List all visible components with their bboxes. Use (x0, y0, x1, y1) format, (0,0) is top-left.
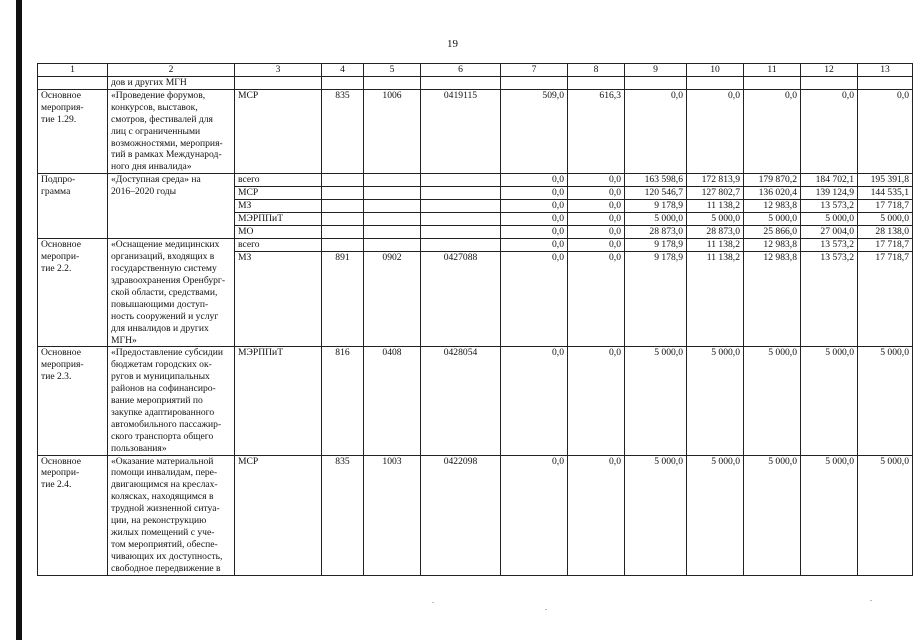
value-cell: 0,0 (501, 239, 568, 252)
value-cell: 0,0 (501, 347, 568, 455)
section-code: 0408 (364, 347, 421, 455)
value-cell: 0,0 (501, 252, 568, 347)
value-cell: 13 573,2 (801, 239, 858, 252)
value-cell: 5 000,0 (687, 213, 744, 226)
value-cell: 5 000,0 (744, 347, 801, 455)
value-cell: 5 000,0 (625, 213, 687, 226)
value-cell: 5 000,0 (801, 347, 858, 455)
value-cell: 5 000,0 (744, 213, 801, 226)
value-cell: 0,0 (858, 89, 913, 173)
value-cell: 13 573,2 (801, 200, 858, 213)
value-cell: 9 178,9 (625, 252, 687, 347)
value-cell: 5 000,0 (687, 347, 744, 455)
value-cell: 127 802,7 (687, 187, 744, 200)
event-code: Основное мероприя- тие 1.29. (38, 89, 108, 173)
col-header: 7 (501, 64, 568, 77)
value-cell: 0,0 (568, 226, 625, 239)
value-cell: 5 000,0 (858, 347, 913, 455)
target-code: 0422098 (421, 455, 501, 575)
value-cell: 12 983,8 (744, 239, 801, 252)
value-cell: 5 000,0 (858, 213, 913, 226)
scan-speck (545, 609, 547, 610)
value-cell: 28 873,0 (687, 226, 744, 239)
table-row (38, 89, 913, 173)
event-description: «Предоставление субсидии бюджетам городских ок- ругов и муниципальных районов на софинансиро- вание мероприятий по закупке адаптированного автомобильного пассажир- ского транспорта общего пользования» (108, 347, 235, 455)
col-header: 2 (108, 64, 235, 77)
value-cell: 9 178,9 (625, 239, 687, 252)
target-code: 0427088 (421, 252, 501, 347)
funding-source: всего (235, 174, 322, 187)
value-cell: 144 535,1 (858, 187, 913, 200)
value-cell: 0,0 (568, 187, 625, 200)
value-cell: 0,0 (501, 226, 568, 239)
value-cell: 17 718,7 (858, 252, 913, 347)
subprogram-label: Подпро- грамма (38, 174, 108, 239)
value-cell: 179 870,2 (744, 174, 801, 187)
value-cell: 27 004,0 (801, 226, 858, 239)
value-cell: 25 866,0 (744, 226, 801, 239)
col-header: 8 (568, 64, 625, 77)
event-description: «Оснащение медицинских организаций, входящих в государственную систему здравоохранения Оренбург- ской области, средствами, повышающими доступ- ность сооружений и услуг для инвалидов и других МГН» (108, 239, 235, 347)
budget-table (37, 63, 913, 576)
value-cell: 5 000,0 (625, 347, 687, 455)
col-header: 10 (687, 64, 744, 77)
value-cell: 0,0 (625, 89, 687, 173)
funding-source: МО (235, 226, 322, 239)
target-code: 0419115 (421, 89, 501, 173)
continuation-text: дов и других МГН (108, 77, 235, 90)
col-header: 4 (322, 64, 364, 77)
col-header: 12 (801, 64, 858, 77)
value-cell: 5 000,0 (625, 455, 687, 575)
value-cell: 11 138,2 (687, 200, 744, 213)
value-cell: 0,0 (568, 239, 625, 252)
section-code: 0902 (364, 252, 421, 347)
col-header: 6 (421, 64, 501, 77)
executor: МСР (235, 89, 322, 173)
col-header: 9 (625, 64, 687, 77)
scan-speck (432, 602, 434, 603)
value-cell: 9 178,9 (625, 200, 687, 213)
value-cell: 0,0 (501, 187, 568, 200)
value-cell: 0,0 (687, 89, 744, 173)
value-cell: 0,0 (501, 455, 568, 575)
funding-source: МЭРППиТ (235, 213, 322, 226)
value-cell: 12 983,8 (744, 252, 801, 347)
ministry-code: 835 (322, 455, 364, 575)
value-cell: 5 000,0 (801, 455, 858, 575)
value-cell: 0,0 (568, 200, 625, 213)
value-cell: 5 000,0 (687, 455, 744, 575)
value-cell: 136 020,4 (744, 187, 801, 200)
continuation-row (38, 77, 913, 90)
value-cell: 0,0 (568, 174, 625, 187)
value-cell: 0,0 (501, 200, 568, 213)
event-code: Основное мероприя- тие 2.3. (38, 347, 108, 455)
funding-source: всего (235, 239, 322, 252)
target-code: 0428054 (421, 347, 501, 455)
binding-edge (16, 0, 22, 640)
scan-speck (870, 600, 872, 601)
value-cell: 5 000,0 (801, 213, 858, 226)
ministry-code: 816 (322, 347, 364, 455)
value-cell: 5 000,0 (744, 455, 801, 575)
value-cell: 5 000,0 (858, 455, 913, 575)
value-cell: 163 598,6 (625, 174, 687, 187)
subprogram-title: «Доступная среда» на 2016–2020 годы (108, 174, 235, 239)
event-code: Основное меропри- тие 2.2. (38, 239, 108, 347)
value-cell: 0,0 (744, 89, 801, 173)
value-cell: 120 546,7 (625, 187, 687, 200)
executor: МЭРППиТ (235, 347, 322, 455)
event-code: Основное меропри- тие 2.4. (38, 455, 108, 575)
funding-source: МЗ (235, 200, 322, 213)
value-cell: 17 718,7 (858, 200, 913, 213)
table-row (38, 174, 913, 187)
section-code: 1003 (364, 455, 421, 575)
value-cell: 195 391,8 (858, 174, 913, 187)
value-cell: 17 718,7 (858, 239, 913, 252)
value-cell: 509,0 (501, 89, 568, 173)
value-cell: 13 573,2 (801, 252, 858, 347)
table-row (38, 239, 913, 252)
executor: МСР (235, 455, 322, 575)
event-description: «Проведение форумов, конкурсов, выставок, смотров, фестивалей для лиц с ограниченными возможностями, мероприя- тий в рамках Международ- ного дня инвалида» (108, 89, 235, 173)
value-cell: 28 138,0 (858, 226, 913, 239)
col-header: 1 (38, 64, 108, 77)
value-cell: 0,0 (501, 213, 568, 226)
value-cell: 139 124,9 (801, 187, 858, 200)
value-cell: 0,0 (568, 347, 625, 455)
column-number-row (38, 64, 913, 77)
ministry-code: 835 (322, 89, 364, 173)
col-header: 5 (364, 64, 421, 77)
value-cell: 616,3 (568, 89, 625, 173)
value-cell: 28 873,0 (625, 226, 687, 239)
value-cell: 12 983,8 (744, 200, 801, 213)
col-header: 11 (744, 64, 801, 77)
value-cell: 0,0 (501, 174, 568, 187)
value-cell: 0,0 (801, 89, 858, 173)
table-row (38, 347, 913, 455)
event-description: «Оказание материальной помощи инвалидам, пере- двигающимся на креслах- колясках, находящимся в трудной жизненной ситуа- ции, на реконструкцию жилых помещений с уче- том мероприятий, обеспе- чивающих их доступность, свободное передвижение в (108, 455, 235, 575)
col-header: 3 (235, 64, 322, 77)
value-cell: 11 138,2 (687, 239, 744, 252)
section-code: 1006 (364, 89, 421, 173)
executor: МЗ (235, 252, 322, 347)
value-cell: 11 138,2 (687, 252, 744, 347)
col-header: 13 (858, 64, 913, 77)
value-cell: 172 813,9 (687, 174, 744, 187)
value-cell: 0,0 (568, 213, 625, 226)
page-number: 19 (447, 38, 458, 50)
table-row (38, 455, 913, 575)
value-cell: 0,0 (568, 252, 625, 347)
funding-source: МСР (235, 187, 322, 200)
ministry-code: 891 (322, 252, 364, 347)
value-cell: 184 702,1 (801, 174, 858, 187)
value-cell: 0,0 (568, 455, 625, 575)
